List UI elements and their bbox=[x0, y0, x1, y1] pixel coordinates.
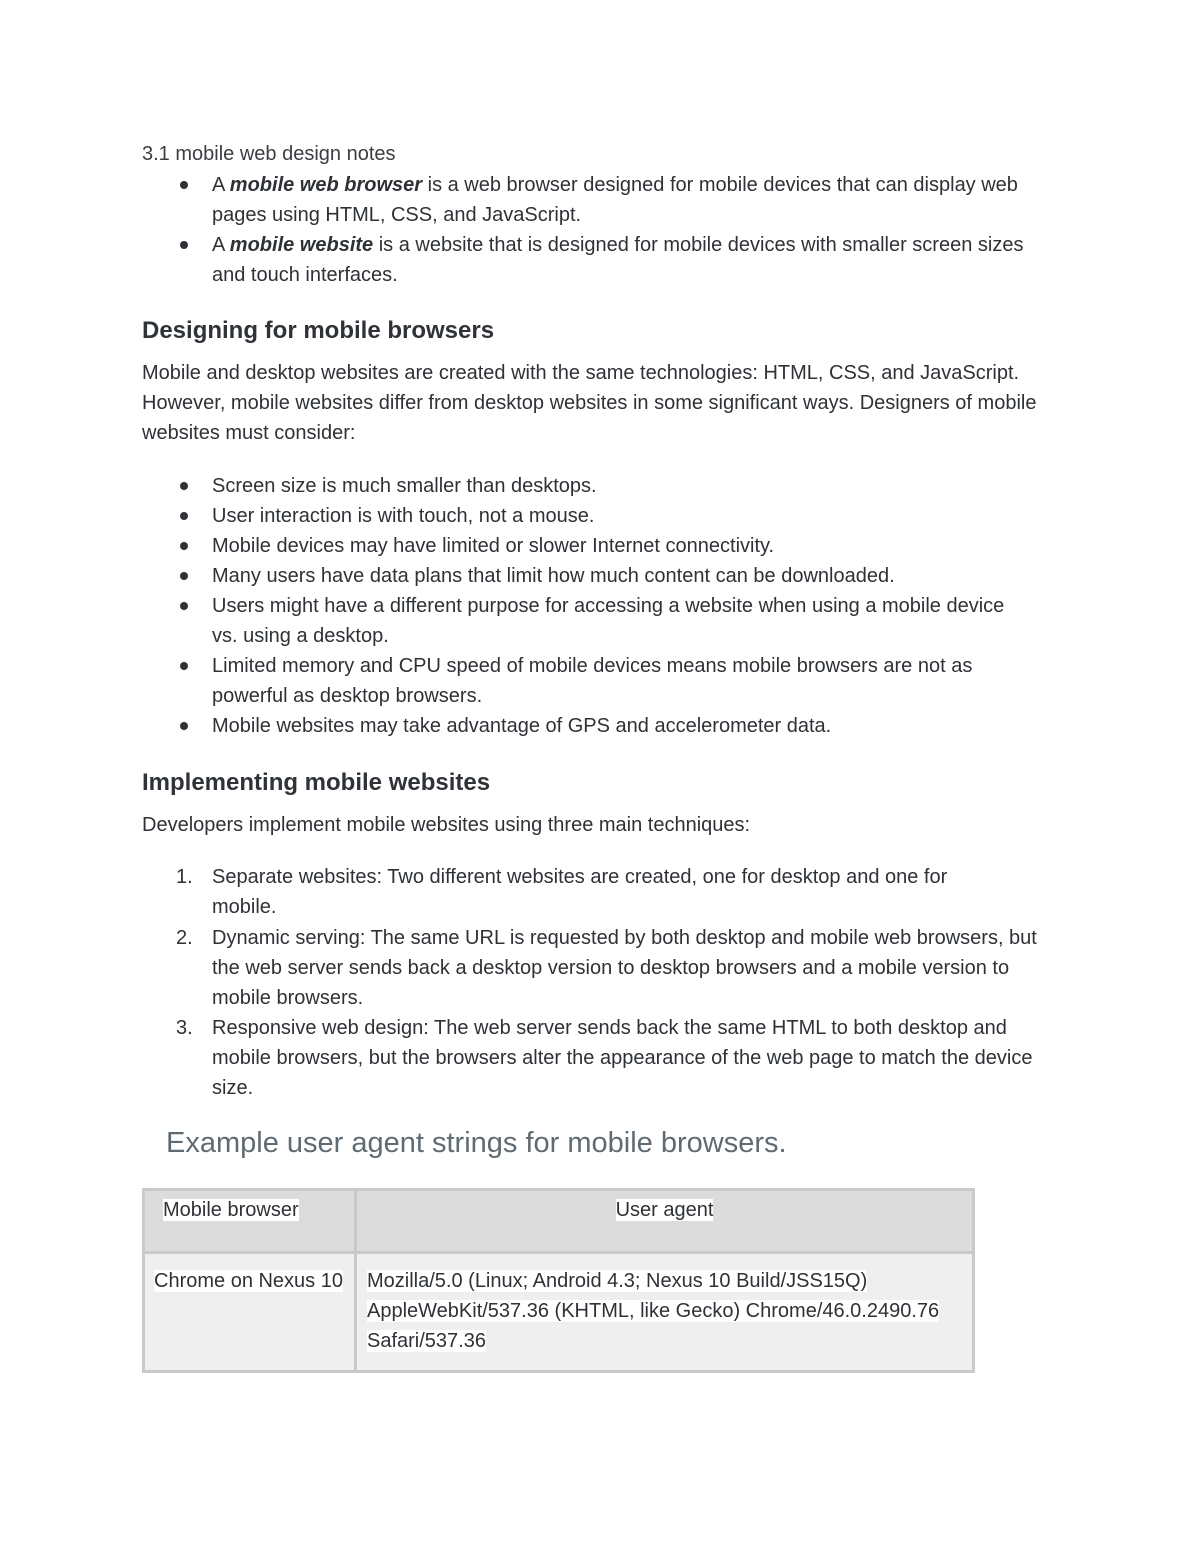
bullet-icon bbox=[180, 181, 188, 189]
intro-list bbox=[142, 170, 1042, 290]
list-item: A mobile web browser is a web browser designed for mobile devices that can display web pages using HTML, CSS, and JavaScript. bbox=[142, 170, 1042, 230]
bullet-icon bbox=[180, 662, 188, 670]
bullet-icon bbox=[180, 572, 188, 580]
term-mobile-web-browser: mobile web browser bbox=[229, 174, 423, 196]
bullet-icon bbox=[180, 722, 188, 730]
section-paragraph: Mobile and desktop websites are created with the same technologies: HTML, CSS, and JavaScript. However, mobile websites differ from desktop websites in some significant ways. Designers of mobile websites must consider: bbox=[142, 362, 1037, 444]
list-item: Mobile websites may take advantage of GPS and accelerometer data. bbox=[142, 711, 1042, 741]
bullet-icon bbox=[180, 241, 188, 249]
term-mobile-website: mobile website bbox=[229, 234, 374, 256]
section-paragraph: Developers implement mobile websites using three main techniques: bbox=[142, 814, 751, 836]
section-heading-user-agents: Example user agent strings for mobile browsers. bbox=[166, 1127, 787, 1159]
page-title: 3.1 mobile web design notes bbox=[142, 143, 396, 165]
list-item: Screen size is much smaller than desktops. bbox=[142, 471, 1042, 501]
considerations-list bbox=[142, 471, 1042, 741]
list-item: Mobile devices may have limited or slower Internet connectivity. bbox=[142, 531, 1042, 561]
user-agent-table bbox=[142, 1188, 975, 1373]
list-number: 1. bbox=[176, 866, 193, 888]
techniques-list bbox=[142, 862, 1062, 1103]
list-number: 2. bbox=[176, 927, 193, 949]
list-item: 3. Responsive web design: The web server sends back the same HTML to both desktop and mobile browsers, but the browsers alter the appearance of the web page to match the device size. bbox=[142, 1013, 1042, 1103]
bullet-icon bbox=[180, 512, 188, 520]
table-cell-browser: Chrome on Nexus 10 bbox=[144, 1253, 356, 1372]
column-header: Mobile browser bbox=[144, 1190, 356, 1253]
section-heading-designing: Designing for mobile browsers bbox=[142, 317, 495, 344]
bullet-icon bbox=[180, 602, 188, 610]
list-item: 1. Separate websites: Two different websites are created, one for desktop and one for mobile. bbox=[142, 862, 1012, 922]
list-number: 3. bbox=[176, 1017, 193, 1039]
table-cell-agent: Mozilla/5.0 (Linux; Android 4.3; Nexus 10 Build/JSS15Q) AppleWebKit/537.36 (KHTML, like Gecko) Chrome/46.0.2490.76 Safari/537.36 bbox=[356, 1253, 974, 1372]
table-row bbox=[144, 1253, 974, 1372]
section-heading-implementing: Implementing mobile websites bbox=[142, 769, 491, 796]
list-item: 2. Dynamic serving: The same URL is requested by both desktop and mobile web browsers, but the web server sends back a desktop version to desktop browsers and a mobile version to mobile browsers. bbox=[142, 923, 1062, 1013]
list-item: User interaction is with touch, not a mouse. bbox=[142, 501, 1042, 531]
list-item: A mobile website is a website that is designed for mobile devices with smaller screen sizes and touch interfaces. bbox=[142, 230, 1042, 290]
column-header: User agent bbox=[356, 1190, 974, 1253]
list-item: Users might have a different purpose for accessing a website when using a mobile device vs. using a desktop. bbox=[142, 591, 1012, 651]
bullet-icon bbox=[180, 482, 188, 490]
list-item: Limited memory and CPU speed of mobile devices means mobile browsers are not as powerful as desktop browsers. bbox=[142, 651, 1042, 711]
table-header-row bbox=[144, 1190, 974, 1253]
bullet-icon bbox=[180, 542, 188, 550]
list-item: Many users have data plans that limit how much content can be downloaded. bbox=[142, 561, 1042, 591]
